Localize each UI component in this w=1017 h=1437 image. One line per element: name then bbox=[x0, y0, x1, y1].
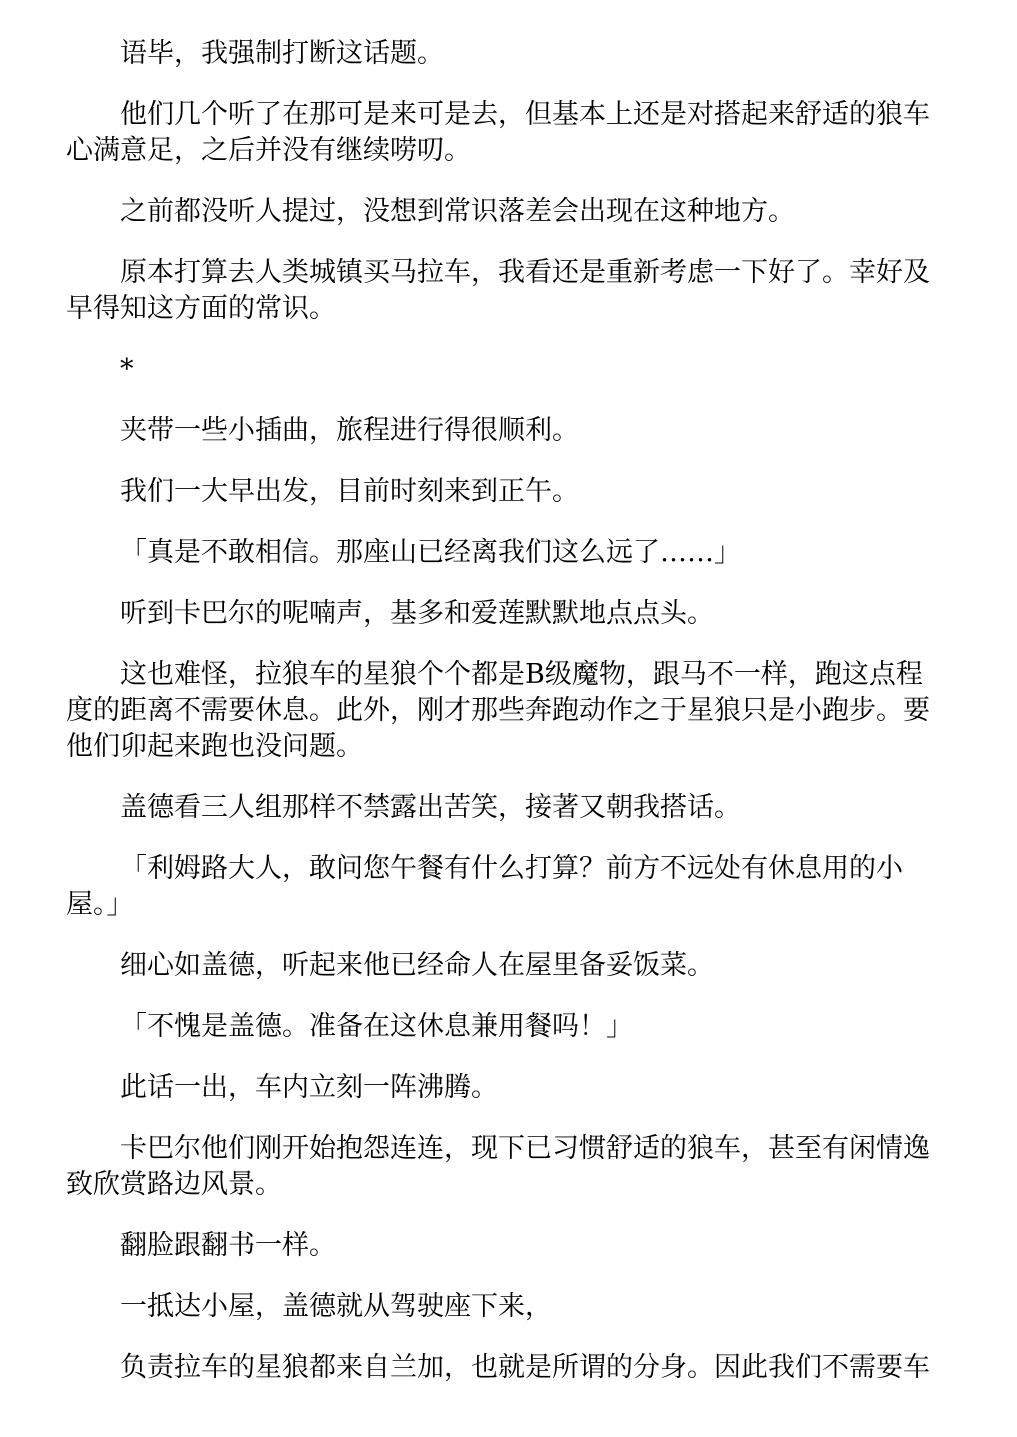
paragraph: 卡巴尔他们刚开始抱怨连连，现下已习惯舒适的狼车，甚至有闲情逸致欣赏路边风景。 bbox=[66, 1133, 930, 1200]
paragraph: 负责拉车的星狼都来自兰加，也就是所谓的分身。因此我们不需要车 bbox=[120, 1352, 930, 1383]
scene-break: * bbox=[120, 354, 134, 385]
paragraph: 此话一出，车内立刻一阵沸腾。 bbox=[120, 1072, 498, 1103]
paragraph: 一抵达小屋，盖德就从驾驶座下来， bbox=[120, 1291, 552, 1322]
paragraph: 他们几个听了在那可是来可是去，但基本上还是对搭起来舒适的狼车心满意足，之后并没有继续唠叨。 bbox=[66, 99, 930, 166]
dialogue: 「利姆路大人，敢问您午餐有什么打算？前方不远处有休息用的小屋。」 bbox=[66, 853, 903, 920]
paragraph: 翻脸跟翻书一样。 bbox=[120, 1230, 336, 1261]
paragraph: 我们一大早出发，目前时刻来到正午。 bbox=[120, 476, 579, 507]
dialogue: 「真是不敢相信。那座山已经离我们这么远了……」 bbox=[120, 537, 741, 568]
paragraph: 盖德看三人组那样不禁露出苦笑，接著又朝我搭话。 bbox=[120, 792, 741, 823]
paragraph: 这也难怪，拉狼车的星狼个个都是B级魔物，跟马不一样，跑这点程度的距离不需要休息。此外，刚才那些奔跑动作之于星狼只是小跑步。要他们卯起来跑也没问题。 bbox=[66, 659, 930, 762]
body-text bbox=[66, 36, 946, 1411]
paragraph: 细心如盖德，听起来他已经命人在屋里备妥饭菜。 bbox=[120, 950, 714, 981]
paragraph: 听到卡巴尔的呢喃声，基多和爱莲默默地点点头。 bbox=[120, 598, 714, 629]
paragraph: 夹带一些小插曲，旅程进行得很顺利。 bbox=[120, 415, 579, 446]
paragraph: 原本打算去人类城镇买马拉车，我看还是重新考虑一下好了。幸好及早得知这方面的常识。 bbox=[66, 257, 930, 324]
paragraph: 语毕，我强制打断这话题。 bbox=[120, 38, 444, 69]
paragraph: 之前都没听人提过，没想到常识落差会出现在这种地方。 bbox=[120, 196, 795, 227]
dialogue: 「不愧是盖德。准备在这休息兼用餐吗！」 bbox=[120, 1011, 633, 1042]
